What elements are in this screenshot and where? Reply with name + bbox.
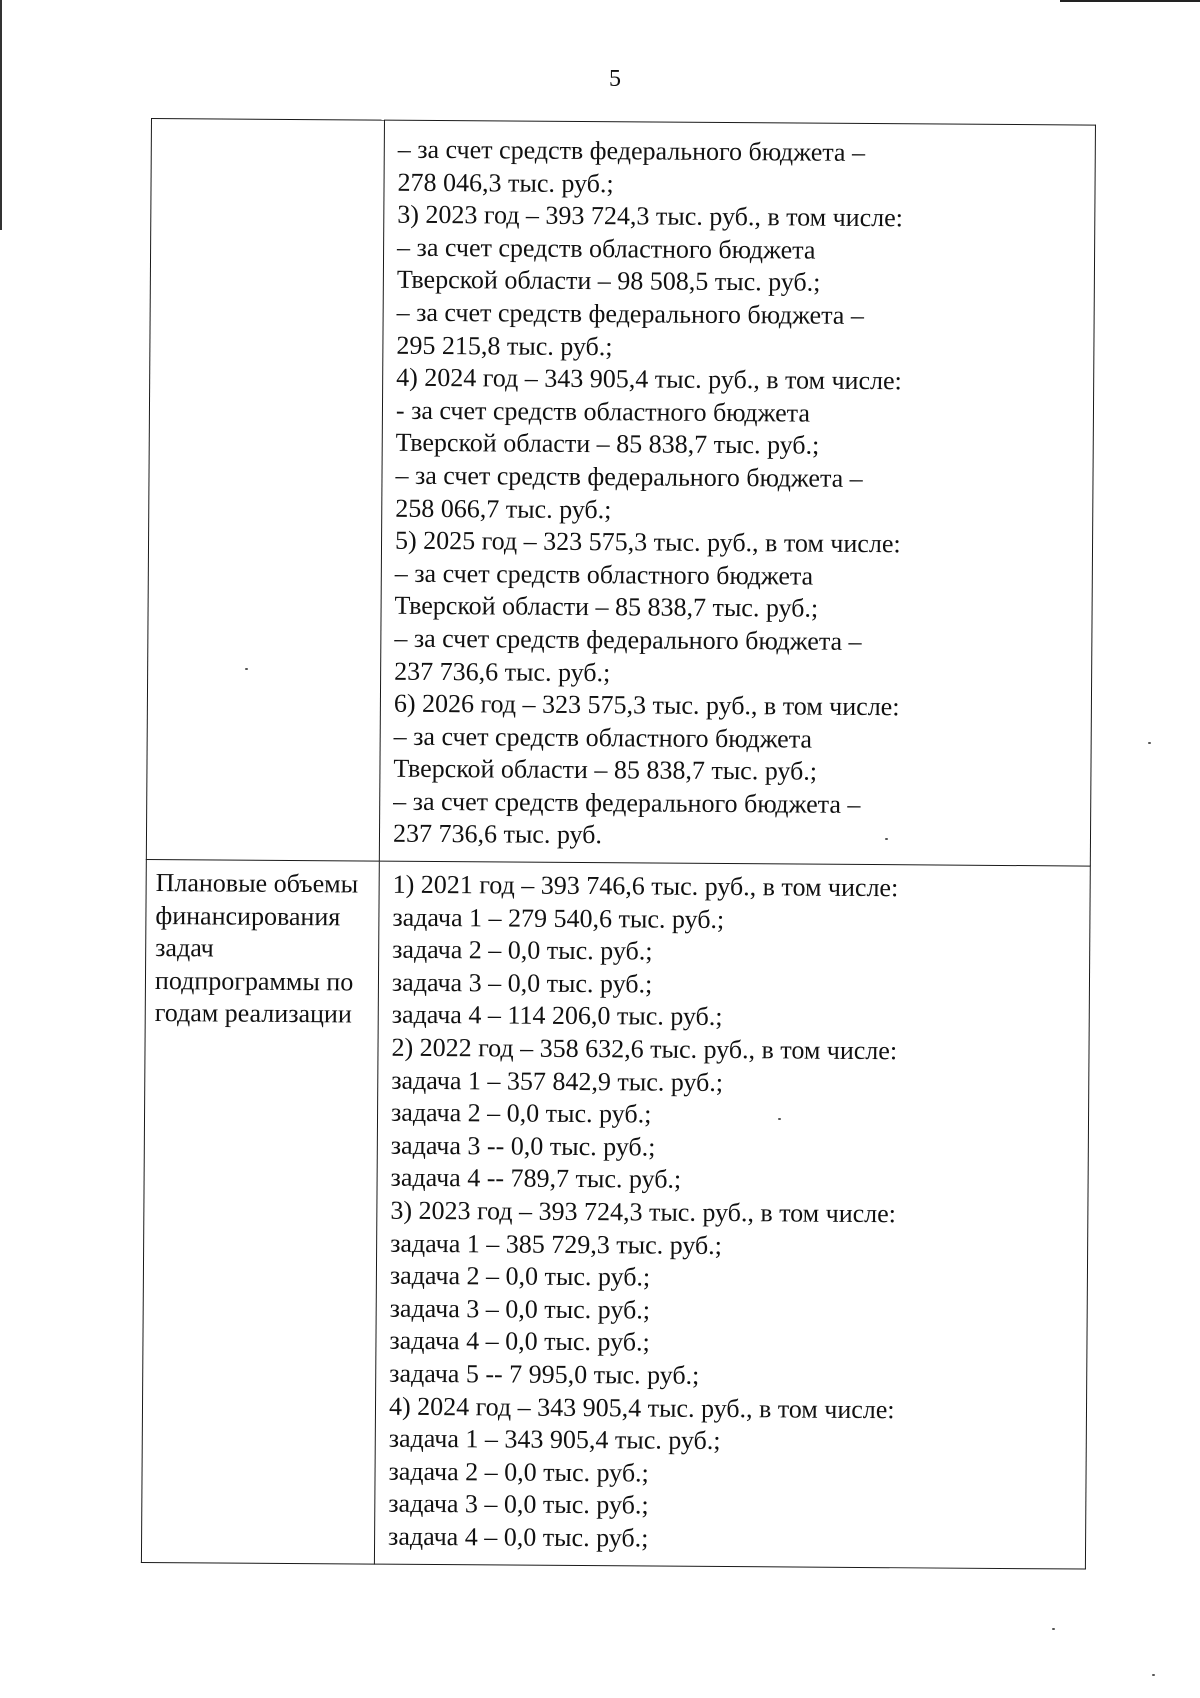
page-number: 5	[609, 66, 621, 92]
funding-table	[141, 118, 1096, 1569]
funding-by-source-line: – за счет средств областного бюджета	[393, 721, 813, 754]
row-label-cell	[141, 860, 379, 1564]
scan-speck	[1148, 742, 1151, 744]
funding-by-source-line: 278 046,3 тыс. руб.;	[397, 167, 614, 198]
scan-speck	[1152, 1674, 1155, 1676]
funding-by-source-line: 5) 2025 год – 323 575,3 тыс. руб., в том числе:	[394, 525, 901, 559]
planned-task-funding-line: задача 2 – 0,0 тыс. руб.;	[390, 1097, 652, 1129]
planned-task-funding-line: задача 3 – 0,0 тыс. руб.;	[389, 1293, 651, 1325]
planned-task-funding-line: задача 1 – 385 729,3 тыс. руб.;	[390, 1228, 723, 1260]
scan-edge-top	[1060, 0, 1200, 2]
planned-task-funding-line: 2) 2022 год – 358 632,6 тыс. руб., в том числе:	[391, 1032, 898, 1066]
funding-by-source-line: Тверской области – 85 838,7 тыс. руб.;	[394, 591, 819, 623]
funding-by-source-line: 295 215,8 тыс. руб.;	[396, 330, 613, 361]
funding-by-source-line: Тверской области – 85 838,7 тыс. руб.;	[393, 753, 818, 786]
planned-task-funding-line: задача 2 – 0,0 тыс. руб.;	[392, 934, 653, 966]
funding-by-source-cell	[379, 120, 1095, 866]
planned-task-funding-line: задача 4 – 0,0 тыс. руб.;	[389, 1326, 650, 1357]
planned-task-funding-line: 3) 2023 год – 393 724,3 тыс. руб., в том числе:	[390, 1195, 897, 1229]
planned-task-funding-line: задача 4 – 0,0 тыс. руб.;	[388, 1521, 649, 1553]
planned-task-funding-line: задача 3 -- 0,0 тыс. руб.;	[390, 1130, 656, 1162]
funding-by-source-line: – за счет средств федерального бюджета –	[394, 623, 862, 656]
planned-task-funding-line: задача 5 -- 7 995,0 тыс. руб.;	[389, 1358, 700, 1390]
funding-by-source-line: 3) 2023 год – 393 724,3 тыс. руб., в том числе:	[397, 199, 904, 233]
row-label-cell-empty	[146, 119, 384, 862]
planned-task-funding-line: задача 2 – 0,0 тыс. руб.;	[388, 1456, 649, 1488]
scan-speck	[778, 1118, 781, 1120]
funding-by-source-line: – за счет средств федерального бюджета –	[393, 786, 861, 819]
funding-by-source-line: Тверской области – 85 838,7 тыс. руб.;	[395, 428, 820, 461]
funding-by-source-line: – за счет средств областного бюджета	[397, 232, 816, 265]
funding-by-source-line: 237 736,6 тыс. руб.;	[394, 656, 611, 687]
funding-by-source-line: 237 736,6 тыс. руб.	[392, 819, 603, 850]
row-label	[152, 119, 384, 128]
planned-task-funding-lines	[375, 862, 1090, 1568]
scan-speck	[245, 668, 248, 670]
planned-task-funding-cell	[374, 861, 1090, 1568]
planned-task-funding-line: задача 1 – 357 842,9 тыс. руб.;	[391, 1065, 724, 1097]
scan-edge-left	[0, 0, 2, 230]
funding-by-source-line: 4) 2024 год – 343 905,4 тыс. руб., в том числе:	[396, 362, 902, 396]
table-row-funding-by-source	[146, 119, 1095, 867]
funding-by-source-line: 6) 2026 год – 323 575,3 тыс. руб., в том числе:	[393, 688, 900, 722]
planned-task-funding-line: задача 2 – 0,0 тыс. руб.;	[389, 1260, 651, 1292]
planned-task-funding-line: 4) 2024 год – 343 905,4 тыс. руб., в том числе:	[388, 1391, 895, 1424]
planned-task-funding-line: задача 3 – 0,0 тыс. руб.;	[391, 967, 653, 999]
funding-by-source-line: 258 066,7 тыс. руб.;	[395, 493, 612, 524]
table-row-planned-task-funding	[141, 860, 1090, 1569]
row-label-planned-volumes: Плановые объемы финансирования задач подпрограммы по годам реализации	[154, 868, 359, 1029]
planned-task-funding-line: задача 4 -- 789,7 тыс. руб.;	[390, 1163, 682, 1195]
planned-task-funding-line: задача 3 – 0,0 тыс. руб.;	[388, 1489, 649, 1520]
scan-speck	[1052, 1628, 1055, 1630]
funding-by-source-line: Тверской области – 98 508,5 тыс. руб.;	[396, 265, 821, 298]
funding-by-source-lines	[380, 121, 1095, 866]
scan-speck	[885, 838, 888, 840]
planned-task-funding-line: задача 1 – 279 540,6 тыс. руб.;	[392, 902, 725, 934]
funding-by-source-line: – за счет средств областного бюджета	[394, 558, 814, 591]
funding-by-source-line: – за счет средств федерального бюджета –	[396, 297, 864, 330]
funding-by-source-line: - за счет средств областного бюджета	[395, 395, 811, 428]
planned-task-funding-line: задача 1 – 343 905,4 тыс. руб.;	[388, 1423, 721, 1456]
planned-task-funding-line: задача 4 – 114 206,0 тыс. руб.;	[391, 1000, 723, 1032]
funding-by-source-line: – за счет средств федерального бюджета –	[397, 134, 866, 167]
funding-by-source-line: – за счет средств федерального бюджета –	[395, 460, 863, 493]
planned-task-funding-line: 1) 2021 год – 393 746,6 тыс. руб., в том числе:	[392, 869, 899, 903]
